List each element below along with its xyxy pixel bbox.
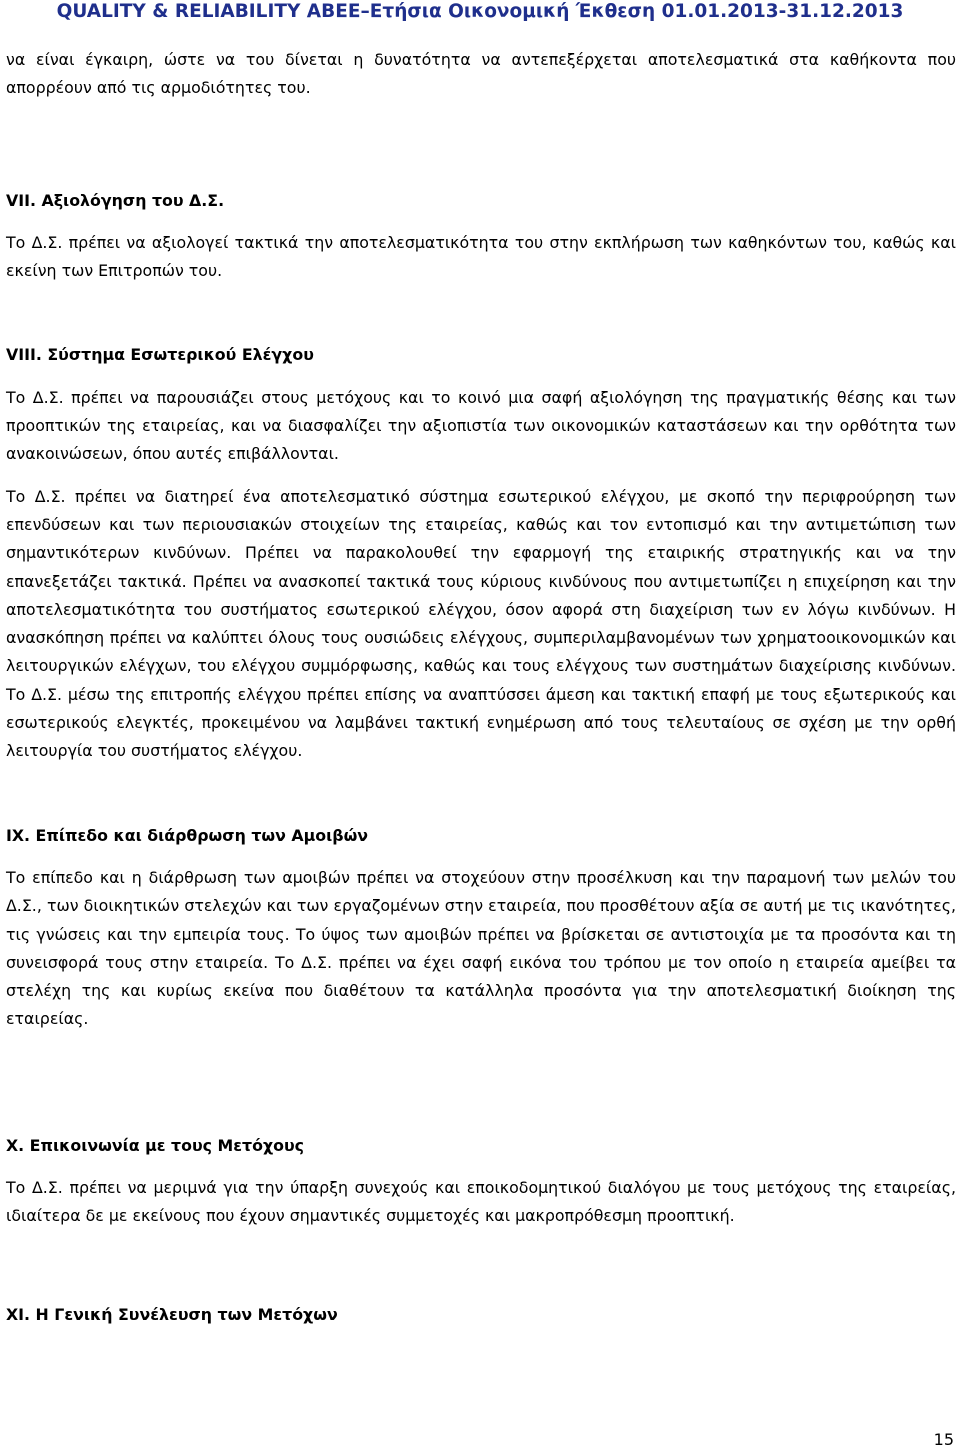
page-number: 15: [933, 1430, 954, 1449]
paragraph-viii-1: Το Δ.Σ. πρέπει να παρουσιάζει στους μετόχους και το κοινό μια σαφή αξιολόγηση της πραγματικής θέσης και των προοπτικών της εταιρείας, και να διασφαλίζει την αξιοπιστία των οικονομικών καταστάσεων και την ορθότητα των ανακοινώσεων, όπου αυτές επιβάλλονται.: [6, 387, 956, 464]
paragraph-x-1: Το Δ.Σ. πρέπει να μεριμνά για την ύπαρξη συνεχούς και εποικοδομητικού διαλόγου με τους μετόχους της εταιρείας, ιδιαίτερα δε με εκείνους που έχουν σημαντικές συμμετοχές και μακροπρόθεσμη προοπτική.: [6, 1178, 956, 1226]
section-heading-xi: XI. Η Γενική Συνέλευση των Μετόχων: [6, 1304, 338, 1324]
document-body: [6, 46, 956, 1329]
section-heading-x: X. Επικοινωνία με τους Μετόχους: [6, 1135, 305, 1155]
page-header: QUALITY & RELIABILITY ΑΒΕΕ–Ετήσια Οικονομική Έκθεση 01.01.2013-31.12.2013: [56, 1, 904, 22]
section-heading-ix: IX. Επίπεδο και διάρθρωση των Αμοιβών: [6, 825, 369, 845]
paragraph-viii-2: Το Δ.Σ. πρέπει να διατηρεί ένα αποτελεσματικό σύστημα εσωτερικού ελέγχου, με σκοπό την περιφρούρηση των επενδύσεων και των περιουσιακών στοιχείων της εταιρείας, καθώς και τον εντοπισμό και την αντιμετώπιση των σημαντικότερων κινδύνων. Πρέπει να παρακολουθεί την εφαρμογή της εταιρικής στρατηγικής και να την επανεξετάζει τακτικά. Πρέπει να ανασκοπεί τακτικά τους κύριους κινδύνους που αντιμετωπίζει η επιχείρηση και την αποτελεσματικότητα του συστήματος εσωτερικού ελέγχου, όσον αφορά στη διαχείριση των εν λόγω κινδύνων. Η ανασκόπηση πρέπει να καλύπτει όλους τους ουσιώδεις ελέγχους, συμπεριλαμβανομένων των χρηματοοικονομικών και λειτουργικών ελέγχων, του ελέγχου συμμόρφωσης, καθώς και τους ελέγχους των συστημάτων διαχείρισης κινδύνων. Το Δ.Σ. μέσω της επιτροπής ελέγχου πρέπει επίσης να αναπτύσσει άμεση και τακτική επαφή με τους εξωτερικούς και εσωτερικούς ελεγκτές, προκειμένου να λαμβάνει τακτική ενημέρωση από τους τελευταίους σε σχέση με την ορθή λειτουργία του συστήματος ελέγχου.: [6, 486, 956, 761]
paragraph-continued: να είναι έγκαιρη, ώστε να του δίνεται η δυνατότητα να αντεπεξέρχεται αποτελεσματικά στα καθήκοντα που απορρέουν από τις αρμοδιότητες του.: [6, 50, 956, 98]
paragraph-ix-1: Το επίπεδο και η διάρθρωση των αμοιβών πρέπει να στοχεύουν στην προσέλκυση και την παραμονή των μελών του Δ.Σ., των διοικητικών στελεχών και των εργαζομένων στην εταιρεία, που προσθέτουν αξία σε αυτή με τις ικανότητες, τις γνώσεις και την εμπειρία τους. Το ύψος των αμοιβών πρέπει να βρίσκεται σε αντιστοιχία με τα προσόντα και τη συνεισφορά τους στην εταιρεία. Το Δ.Σ. πρέπει να έχει σαφή εικόνα του τρόπου με τον οποίο η εταιρεία αμείβει τα στελέχη της και κυρίως εκείνα που διαθέτουν τα κατάλληλα προσόντα για την αποτελεσματική διοίκηση της εταιρείας.: [6, 867, 956, 1029]
section-heading-vii: VII. Αξιολόγηση του Δ.Σ.: [6, 190, 225, 210]
section-heading-viii: VIII. Σύστημα Εσωτερικού Ελέγχου: [6, 345, 314, 365]
paragraph-vii-1: Το Δ.Σ. πρέπει να αξιολογεί τακτικά την αποτελεσματικότητα του στην εκπλήρωση των καθηκόντων του, καθώς και εκείνη των Επιτροπών του.: [6, 232, 956, 281]
